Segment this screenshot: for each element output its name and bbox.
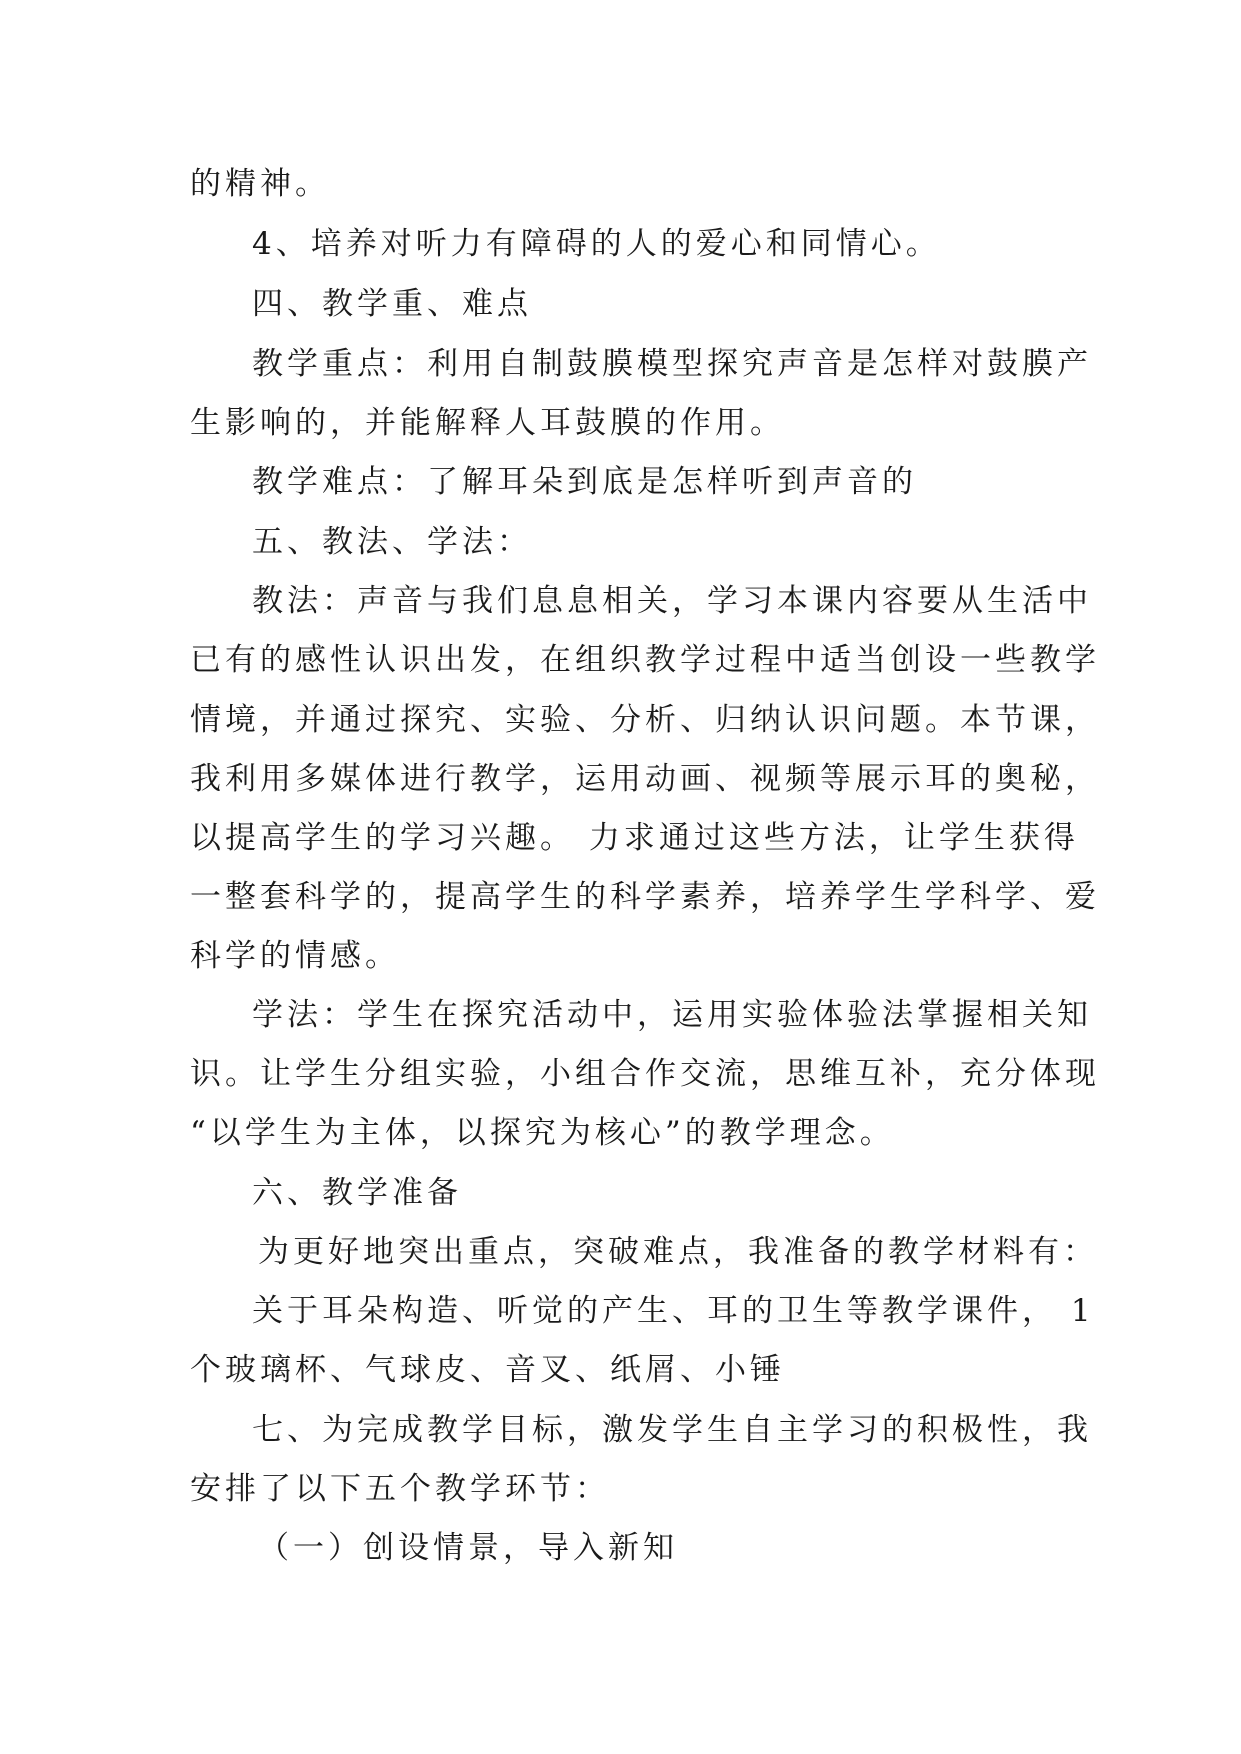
paragraph-line: 科学的情感。 [190, 938, 400, 974]
paragraph-line: 教学难点：了解耳朵到底是怎样听到声音的 [252, 464, 917, 500]
paragraph-line: 七、为完成教学目标，激发学生自主学习的积极性，我 [252, 1412, 1092, 1448]
paragraph-line: 已有的感性认识出发，在组织教学过程中适当创设一些教学 [190, 642, 1100, 678]
paragraph-line: 我利用多媒体进行教学，运用动画、视频等展示耳的奥秘， [190, 761, 1100, 797]
paragraph-line: 个玻璃杯、气球皮、音叉、纸屑、小锤 [190, 1352, 785, 1388]
paragraph-line: “以学生为主体，以探究为核心”的教学理念。 [190, 1115, 895, 1151]
section-heading: 四、教学重、难点 [252, 286, 532, 322]
paragraph-line: 4、培养对听力有障碍的人的爱心和同情心。 [252, 226, 941, 262]
section-heading: 五、教法、学法： [252, 524, 532, 560]
paragraph-line: 识。让学生分组实验，小组合作交流，思维互补，充分体现 [190, 1056, 1100, 1092]
paragraph-line: 情境，并通过探究、实验、分析、归纳认识问题。本节课， [190, 702, 1100, 738]
paragraph-line: 关于耳朵构造、听觉的产生、耳的卫生等教学课件， 1 [252, 1293, 1095, 1329]
paragraph-line: 教法：声音与我们息息相关，学习本课内容要从生活中 [252, 583, 1092, 619]
paragraph-line: 的精神。 [190, 166, 330, 202]
section-heading: 六、教学准备 [252, 1175, 462, 1211]
paragraph-line: 学法：学生在探究活动中，运用实验体验法掌握相关知 [252, 997, 1092, 1033]
paragraph-line: 一整套科学的，提高学生的科学素养，培养学生学科学、爱 [190, 879, 1100, 915]
paragraph-line: 为更好地突出重点，突破难点，我准备的教学材料有： [258, 1234, 1098, 1270]
paragraph-line: 安排了以下五个教学环节： [190, 1471, 610, 1507]
section-heading: （一）创设情景，导入新知 [258, 1530, 678, 1566]
paragraph-line: 教学重点：利用自制鼓膜模型探究声音是怎样对鼓膜产 [252, 346, 1092, 382]
paragraph-line: 以提高学生的学习兴趣。 力求通过这些方法，让学生获得 [190, 820, 1079, 856]
paragraph-line: 生影响的，并能解释人耳鼓膜的作用。 [190, 405, 785, 441]
